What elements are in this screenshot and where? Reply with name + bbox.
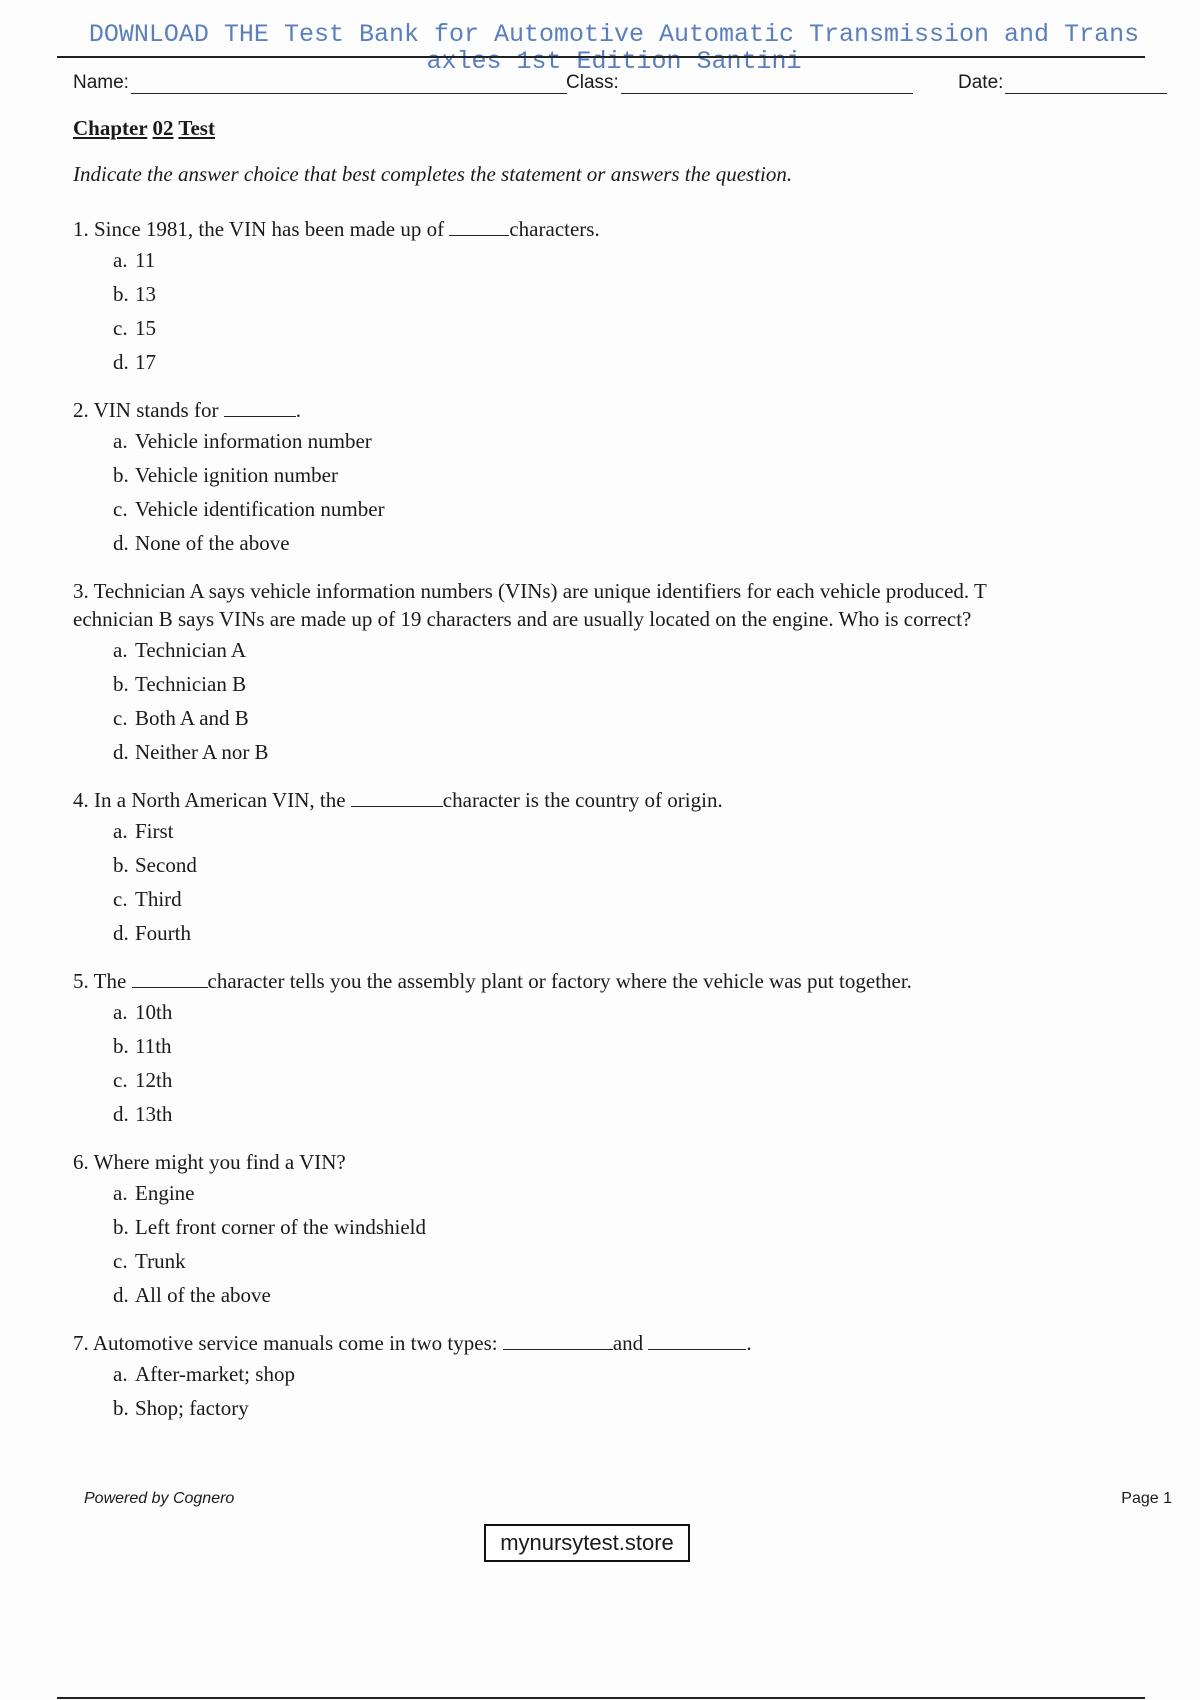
answer-options: [73, 995, 1133, 1131]
option-letter: a.: [113, 1362, 128, 1386]
answer-options: [73, 633, 1133, 769]
option-text: Shop; factory: [135, 1396, 249, 1420]
option-a: [113, 995, 1133, 1029]
option-text: Technician B: [135, 672, 247, 696]
stem-text: 3. Technician A says vehicle information numbers (VINs) are unique identifiers for each vehicle produced. T: [73, 579, 987, 603]
date-label: Date:: [958, 72, 1004, 93]
student-info-header: [73, 72, 1173, 98]
question-5: [73, 967, 1133, 1131]
stem-text: 5. The: [73, 969, 132, 993]
question-stem: [73, 577, 1133, 633]
chapter-word: Chapter: [73, 116, 148, 140]
bottom-rule: [57, 1697, 1145, 1699]
stem-text: and: [612, 1331, 649, 1355]
option-text: 13: [135, 282, 156, 306]
option-letter: a.: [113, 638, 128, 662]
option-text: Fourth: [135, 921, 192, 945]
option-c: [113, 1063, 1133, 1097]
option-b: [113, 1210, 1133, 1244]
option-text: Vehicle information number: [135, 429, 372, 453]
answer-blank: [648, 1331, 746, 1350]
option-letter: d.: [113, 1102, 129, 1126]
answer-blank: [351, 788, 443, 807]
page-title: [73, 116, 215, 141]
watermark-link[interactable]: mynursytest.store: [484, 1524, 690, 1562]
option-text: 11: [135, 248, 156, 272]
question-stem: [73, 967, 1133, 995]
class-field: [566, 72, 913, 94]
option-letter: c.: [113, 887, 128, 911]
stem-text: character tells you the assembly plant or factory where the vehicle was put together.: [207, 969, 912, 993]
question-stem: [73, 215, 1133, 243]
option-text: After-market; shop: [135, 1362, 295, 1386]
option-letter: a.: [113, 248, 128, 272]
option-a: [113, 633, 1133, 667]
question-stem: [73, 396, 1133, 424]
option-text: Technician A: [135, 638, 247, 662]
stem-text: 2. VIN stands for: [73, 398, 224, 422]
answer-blank: [503, 1331, 613, 1350]
banner-line-2[interactable]: axles 1st Edition Santini: [426, 47, 802, 76]
class-label: Class:: [566, 72, 619, 93]
answer-blank: [132, 969, 208, 988]
option-letter: d.: [113, 531, 129, 555]
option-d: [113, 735, 1133, 769]
option-text: First: [135, 819, 174, 843]
option-letter: b.: [113, 282, 129, 306]
option-text: None of the above: [135, 531, 290, 555]
page-number: Page 1: [1121, 1490, 1172, 1507]
option-text: Third: [135, 887, 182, 911]
instructions: Indicate the answer choice that best completes the statement or answers the question.: [73, 162, 793, 186]
option-text: 17: [135, 350, 156, 374]
question-list: [73, 215, 1133, 1442]
class-line: [621, 73, 913, 94]
question-stem: [73, 1329, 1133, 1357]
stem-text: 4. In a North American VIN, the: [73, 788, 351, 812]
chapter-number: 02: [152, 116, 174, 140]
option-letter: c.: [113, 1068, 128, 1092]
option-letter: c.: [113, 1249, 128, 1273]
option-letter: d.: [113, 350, 129, 374]
option-text: 10th: [135, 1000, 173, 1024]
option-b: [113, 848, 1133, 882]
option-letter: b.: [113, 1034, 129, 1058]
option-b: [113, 667, 1133, 701]
option-a: [113, 1357, 1133, 1391]
answer-options: [73, 1357, 1133, 1425]
option-d: [113, 916, 1133, 950]
answer-options: [73, 243, 1133, 379]
powered-by: Powered by Cognero: [84, 1490, 235, 1507]
stem-text: 1. Since 1981, the VIN has been made up of: [73, 217, 450, 241]
option-d: [113, 345, 1133, 379]
option-letter: b.: [113, 672, 129, 696]
option-letter: d.: [113, 921, 129, 945]
option-letter: b.: [113, 463, 129, 487]
option-a: [113, 243, 1133, 277]
option-text: 12th: [135, 1068, 173, 1092]
option-d: [113, 1097, 1133, 1131]
option-d: [113, 1278, 1133, 1312]
option-letter: c.: [113, 497, 128, 521]
question-4: [73, 786, 1133, 950]
name-line: [131, 73, 567, 94]
question-2: [73, 396, 1133, 560]
option-letter: c.: [113, 316, 128, 340]
answer-options: [73, 424, 1133, 560]
option-c: [113, 492, 1133, 526]
question-6: [73, 1148, 1133, 1312]
option-c: [113, 882, 1133, 916]
option-letter: a.: [113, 429, 128, 453]
option-text: 13th: [135, 1102, 173, 1126]
option-text: Left front corner of the windshield: [135, 1215, 426, 1239]
option-letter: c.: [113, 706, 128, 730]
option-a: [113, 424, 1133, 458]
stem-text: .: [746, 1331, 752, 1355]
stem-text: character is the country of origin.: [442, 788, 723, 812]
option-d: [113, 526, 1133, 560]
option-text: Second: [135, 853, 197, 877]
name-field: [73, 72, 567, 94]
option-letter: b.: [113, 1215, 129, 1239]
stem-text: .: [295, 398, 301, 422]
answer-options: [73, 814, 1133, 950]
option-c: [113, 311, 1133, 345]
option-c: [113, 1244, 1133, 1278]
question-3: [73, 577, 1133, 769]
answer-blank: [449, 217, 509, 236]
stem-text: 7. Automotive service manuals come in two types:: [73, 1331, 503, 1355]
option-a: [113, 814, 1133, 848]
name-label: Name:: [73, 72, 129, 93]
answer-blank: [224, 398, 296, 417]
option-b: [113, 1029, 1133, 1063]
option-c: [113, 701, 1133, 735]
chapter-test-word: Test: [178, 116, 215, 140]
answer-options: [73, 1176, 1133, 1312]
question-1: [73, 215, 1133, 379]
stem-text: characters.: [509, 217, 600, 241]
option-text: 15: [135, 316, 156, 340]
option-text: All of the above: [135, 1283, 271, 1307]
option-text: Both A and B: [135, 706, 249, 730]
download-banner[interactable]: [74, 20, 1154, 76]
option-b: [113, 277, 1133, 311]
stem-text: echnician B says VINs are made up of 19 characters and are usually located on the engine. Who is correct?: [73, 607, 972, 631]
option-letter: a.: [113, 819, 128, 843]
banner-line-1[interactable]: DOWNLOAD THE Test Bank for Automotive Automatic Transmission and Trans: [88, 20, 1140, 49]
option-letter: a.: [113, 1181, 128, 1205]
option-letter: b.: [113, 853, 129, 877]
option-text: 11th: [135, 1034, 172, 1058]
option-text: Trunk: [135, 1249, 186, 1273]
date-field: [958, 72, 1167, 94]
question-stem: 6. Where might you find a VIN?: [73, 1150, 346, 1174]
option-letter: a.: [113, 1000, 128, 1024]
option-a: [113, 1176, 1133, 1210]
option-b: [113, 1391, 1133, 1425]
option-text: Engine: [135, 1181, 195, 1205]
option-text: Vehicle identification number: [135, 497, 385, 521]
option-text: Vehicle ignition number: [135, 463, 338, 487]
option-letter: d.: [113, 740, 129, 764]
question-stem: [73, 786, 1133, 814]
option-letter: b.: [113, 1396, 129, 1420]
date-line: [1005, 73, 1167, 94]
option-text: Neither A nor B: [135, 740, 269, 764]
question-7: [73, 1329, 1133, 1425]
option-letter: d.: [113, 1283, 129, 1307]
option-b: [113, 458, 1133, 492]
header-rule: [57, 56, 1145, 58]
